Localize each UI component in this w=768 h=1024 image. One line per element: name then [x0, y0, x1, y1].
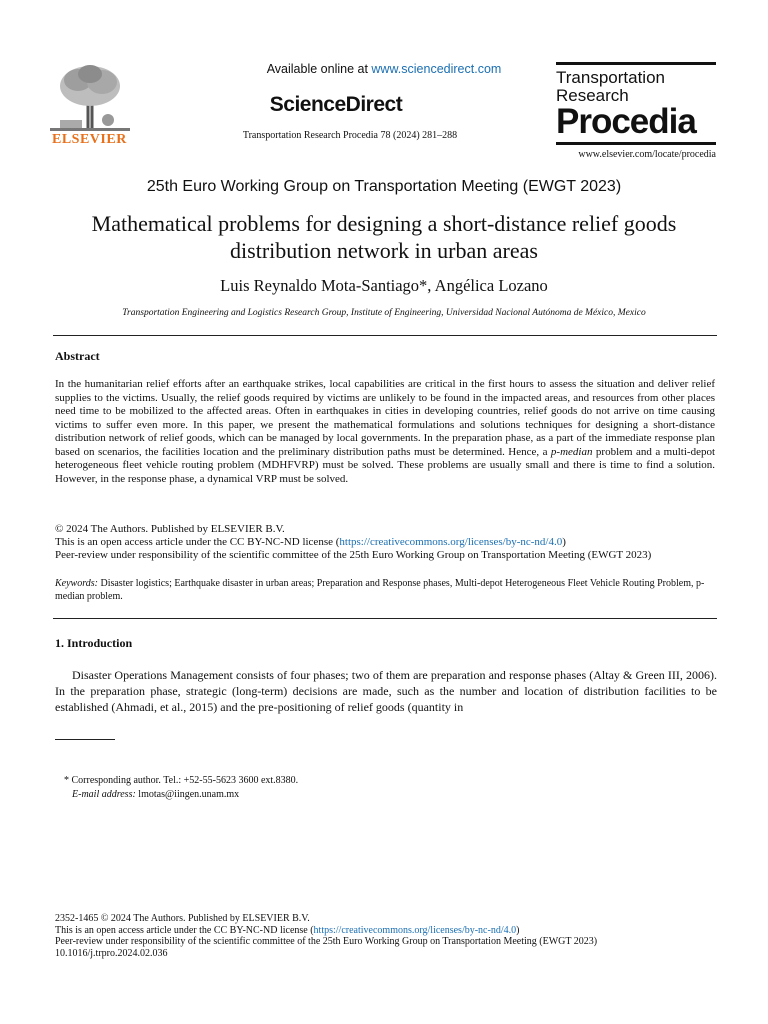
license-line	[55, 536, 720, 549]
divider	[53, 618, 717, 619]
abstract-part1: In the humanitarian relief efforts after an earthquake strikes, local capabilities are critical in the first hours to assess the situation and deliver relief supplies to the victims. Usually, the relief goods required by victims are unlikely to be found in the impacted areas, and resources from other places need time to be mobilized to the affected areas. Often in earthquakes in cities in developing countries, relief goods do not arrive on time causing victims to suffer even more. In this paper, we present the mathematical formulations and solutions techniques for designing a short-distance distribution network of relief goods, which can be managed by local governments. In the preparation phase, as a part of the immediate response plan based on scenarios, the facilities location and the preliminary distribution paths must be determined. Hence, a	[55, 378, 715, 458]
elsevier-wordmark: ELSEVIER	[52, 132, 127, 147]
footnote	[64, 774, 298, 801]
license-link[interactable]: https://creativecommons.org/licenses/by-nc-nd/4.0	[339, 536, 563, 548]
bottom-peer-review: Peer-review under responsibility of the scientific committee of the 25th Euro Working Group on Transportation Meeting (EWGT 2023)	[55, 936, 598, 947]
copyright-line: © 2024 The Authors. Published by ELSEVIER B.V.	[55, 523, 285, 535]
section-heading: 1. Introduction	[55, 636, 133, 650]
bottom-license-suffix: )	[516, 924, 520, 936]
license-prefix: This is an open access article under the CC BY-NC-ND license (	[55, 536, 340, 548]
abstract-heading: Abstract	[55, 349, 100, 363]
sciencedirect-link[interactable]: www.sciencedirect.com	[371, 62, 502, 76]
divider	[53, 335, 717, 336]
footnote-rule	[55, 739, 115, 740]
journal-logo	[556, 62, 716, 145]
affiliation: Transportation Engineering and Logistics Research Group, Institute of Engineering, Universidad Nacional Autónoma de México, Mexico	[122, 308, 646, 318]
keywords	[55, 577, 715, 603]
journal-url[interactable]: www.elsevier.com/locate/procedia	[578, 149, 716, 160]
journal-logo-line2: Research	[556, 86, 629, 105]
bottom-license-link[interactable]: https://creativecommons.org/licenses/by-nc-nd/4.0	[313, 924, 517, 936]
keywords-label: Keywords:	[55, 578, 98, 589]
corresponding-author: * Corresponding author. Tel.: +52-55-5623 3600 ext.8380.	[64, 775, 299, 786]
journal-logo-line1: Transportation	[556, 68, 665, 87]
journal-logo-rule	[556, 62, 716, 65]
copyright-block	[55, 523, 720, 562]
abstract-italic-term: p-median	[550, 445, 593, 458]
journal-reference: Transportation Research Procedia 78 (2024) 281–288	[242, 130, 458, 141]
issn-line: 2352-1465 © 2024 The Authors. Published by ELSEVIER B.V.	[55, 913, 310, 924]
bottom-license-line	[55, 925, 755, 937]
email-label: E-mail address:	[72, 788, 136, 800]
keywords-text: Disaster logistics; Earthquake disaster in urban areas; Preparation and Response phases, Multi-depot Heterogeneous Fleet Vehicle Routing Problem, p-median problem.	[55, 578, 705, 602]
intro-paragraph: Disaster Operations Management consists of four phases; two of them are preparation and response phases (Altay & Green III, 2006). In the preparation phase, strategic (long-term) decisions are made, such as the number and location of distribution facilities to be established (Ahmadi, et al., 2015) and the pre-positioning of relief goods (quantity in	[55, 668, 717, 714]
authors: Luis Reynaldo Mota-Santiago*, Angélica Lozano	[220, 276, 548, 295]
email-line	[64, 788, 298, 802]
bottom-license-prefix: This is an open access article under the CC BY-NC-ND license (	[55, 924, 314, 936]
license-suffix: )	[562, 536, 566, 548]
doi[interactable]: 10.1016/j.trpro.2024.02.036	[55, 947, 168, 959]
abstract-part2: problem and a multi-depot heterogeneous fleet vehicle routing problem (MDHFVRP) must be solved. These problems are usually small and there is time to find a solution. However, in the response phase, a dynamical VRP must be solved.	[55, 445, 716, 485]
bottom-meta	[55, 913, 755, 959]
sciencedirect-wordmark: ScienceDirect	[269, 93, 403, 116]
peer-review-line: Peer-review under responsibility of the scientific committee of the 25th Euro Working Group on Transportation Meeting (EWGT 2023)	[55, 549, 652, 561]
paper-title: Mathematical problems for designing a short-distance relief goods distribution network in urban areas	[91, 211, 677, 263]
available-prefix: Available online at	[266, 62, 372, 76]
conference-name: 25th Euro Working Group on Transportation Meeting (EWGT 2023)	[146, 178, 622, 195]
journal-logo-line3: Procedia	[556, 102, 696, 141]
journal-logo-rule-bottom	[556, 142, 716, 145]
abstract-text	[55, 378, 715, 486]
email-address[interactable]: lmotas@iingen.unam.mx	[135, 788, 240, 800]
